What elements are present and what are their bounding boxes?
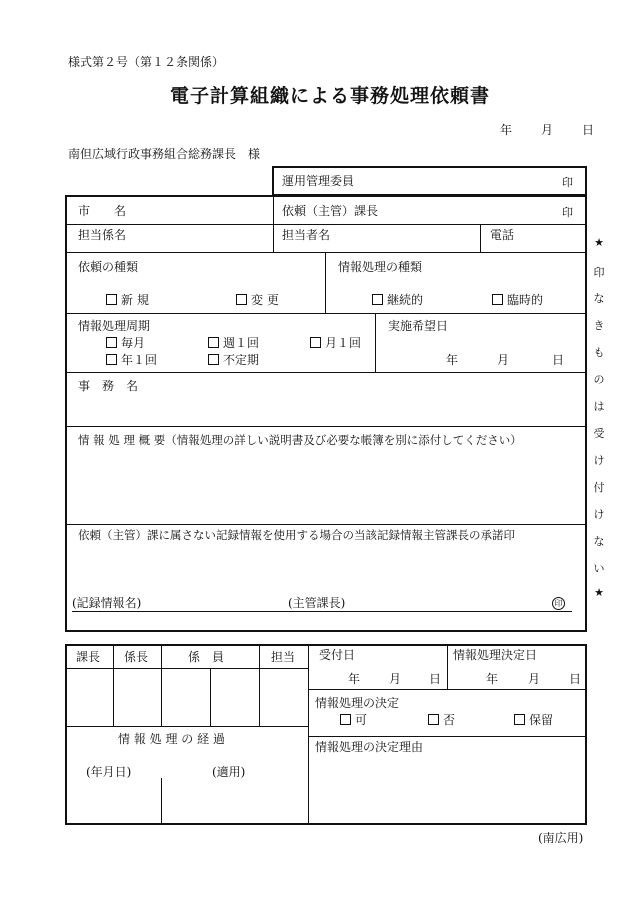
progress-date-label: (年月日) — [86, 765, 132, 779]
processing-continuous-checkbox[interactable] — [372, 294, 383, 305]
cycle-once-month-checkbox[interactable] — [310, 337, 321, 348]
side-note-char: は — [593, 400, 605, 413]
decision-day: 日 — [569, 672, 582, 686]
decision-hold-label: 保留 — [529, 713, 554, 727]
side-note-char: な — [593, 535, 605, 548]
manager-label: (主管課長) — [288, 596, 346, 610]
decision-month: 月 — [528, 672, 541, 686]
received-year: 年 — [348, 672, 361, 686]
request-change-checkbox[interactable] — [236, 294, 247, 305]
processing-continuous-label: 継続的 — [387, 293, 424, 307]
col-staff-header: 係 員 — [188, 650, 225, 664]
side-note-char: け — [593, 454, 605, 467]
side-note-char: け — [593, 508, 605, 521]
decision-date-label: 情報処理決定日 — [453, 648, 538, 662]
request-type-label: 依頼の種類 — [78, 260, 139, 274]
date-month-label: 月 — [541, 123, 554, 137]
footer-note: (南広用) — [538, 831, 584, 845]
side-star-top: ★ — [594, 236, 604, 249]
request-change-option[interactable] — [236, 294, 279, 306]
record-name-label: (記録情報名) — [72, 596, 142, 610]
desired-day-label: 日 — [552, 353, 565, 367]
request-new-label: 新 規 — [121, 293, 149, 307]
side-note-char: 付 — [593, 481, 605, 494]
decision-ok-label: 可 — [355, 713, 368, 727]
decision-hold-option[interactable] — [514, 714, 553, 726]
decision-ng-label: 否 — [443, 713, 456, 727]
decision-reason-label: 情報処理の決定理由 — [315, 740, 424, 754]
received-month: 月 — [389, 672, 402, 686]
progress-note-label: (適用) — [212, 765, 246, 779]
cycle-irregular-option[interactable] — [208, 354, 259, 366]
date-day-label: 日 — [582, 123, 595, 137]
processing-continuous-option[interactable] — [372, 294, 423, 306]
requesting-dept-seal-label: 印 — [562, 206, 573, 219]
side-note-char: 受 — [593, 427, 605, 440]
cycle-weekly-label: 週１回 — [223, 336, 260, 350]
cycle-yearly-label: 年１回 — [121, 353, 158, 367]
side-star-bottom: ★ — [594, 586, 604, 599]
progress-label: 情 報 処 理 の 経 過 — [118, 732, 225, 746]
processing-temporary-checkbox[interactable] — [492, 294, 503, 305]
decision-label: 情報処理の決定 — [315, 696, 400, 710]
decision-hold-checkbox[interactable] — [514, 714, 525, 725]
cycle-once-month-label: 月１回 — [325, 336, 362, 350]
decision-ng-checkbox[interactable] — [428, 714, 439, 725]
form-title: 電子計算組織による事務処理依頼書 — [170, 85, 491, 107]
cycle-yearly-checkbox[interactable] — [106, 354, 117, 365]
form-number: 様式第２号（第１２条関係） — [68, 55, 225, 69]
consent-label: 依頼（主管）課に属さない記録情報を使用する場合の当該記録情報主管課長の承諾印 — [78, 528, 515, 542]
consent-seal-mark: 印 — [552, 597, 565, 610]
decision-year: 年 — [486, 672, 499, 686]
requesting-dept-label: 依頼（主管）課長 — [282, 204, 379, 218]
desired-year-label: 年 — [446, 353, 459, 367]
cycle-label: 情報処理周期 — [78, 319, 151, 333]
request-change-label: 変 更 — [251, 293, 279, 307]
side-note-char: の — [593, 373, 605, 386]
overview-label: 情 報 処 理 概 要（情報処理の詳しい説明書及び必要な帳簿を別に添付してください） — [78, 433, 522, 447]
col-subchief-header: 係長 — [124, 650, 149, 664]
processing-type-label: 情報処理の種類 — [338, 260, 423, 274]
addressee: 南但広域行政事務組合総務課長 様 — [68, 147, 261, 161]
person-label: 担当者名 — [282, 228, 331, 242]
col-chief-header: 課長 — [76, 650, 101, 664]
request-new-checkbox[interactable] — [106, 294, 117, 305]
date-year-label: 年 — [500, 123, 513, 137]
desired-month-label: 月 — [497, 353, 510, 367]
cycle-monthly-checkbox[interactable] — [106, 337, 117, 348]
cycle-irregular-label: 不定期 — [223, 353, 260, 367]
col-charge-header: 担当 — [271, 650, 296, 664]
request-form-box — [65, 195, 587, 632]
cycle-monthly-option[interactable] — [106, 337, 145, 349]
city-label: 市 名 — [78, 204, 127, 218]
section-label: 担当係名 — [78, 228, 127, 242]
received-date-label: 受付日 — [319, 648, 356, 662]
processing-temporary-label: 臨時的 — [507, 293, 544, 307]
decision-ok-checkbox[interactable] — [340, 714, 351, 725]
committee-seal-label: 印 — [562, 176, 573, 189]
task-name-label: 事 務 名 — [78, 379, 139, 393]
side-note-char: き — [593, 319, 605, 332]
side-note-char: な — [593, 292, 605, 305]
phone-label: 電話 — [490, 228, 515, 242]
received-day: 日 — [429, 672, 442, 686]
desired-date-label: 実施希望日 — [388, 319, 449, 333]
committee-label: 運用管理委員 — [282, 174, 355, 188]
side-note-char: 印 — [593, 266, 605, 279]
cycle-weekly-checkbox[interactable] — [208, 337, 219, 348]
cycle-yearly-option[interactable] — [106, 354, 157, 366]
decision-ok-option[interactable] — [340, 714, 367, 726]
side-note-char: も — [593, 346, 605, 359]
side-note-char: い — [593, 562, 605, 575]
cycle-irregular-checkbox[interactable] — [208, 354, 219, 365]
cycle-weekly-option[interactable] — [208, 337, 259, 349]
decision-ng-option[interactable] — [428, 714, 455, 726]
cycle-once-month-option[interactable] — [310, 337, 361, 349]
cycle-monthly-label: 毎月 — [121, 336, 146, 350]
processing-temporary-option[interactable] — [492, 294, 543, 306]
request-new-option[interactable] — [106, 294, 149, 306]
